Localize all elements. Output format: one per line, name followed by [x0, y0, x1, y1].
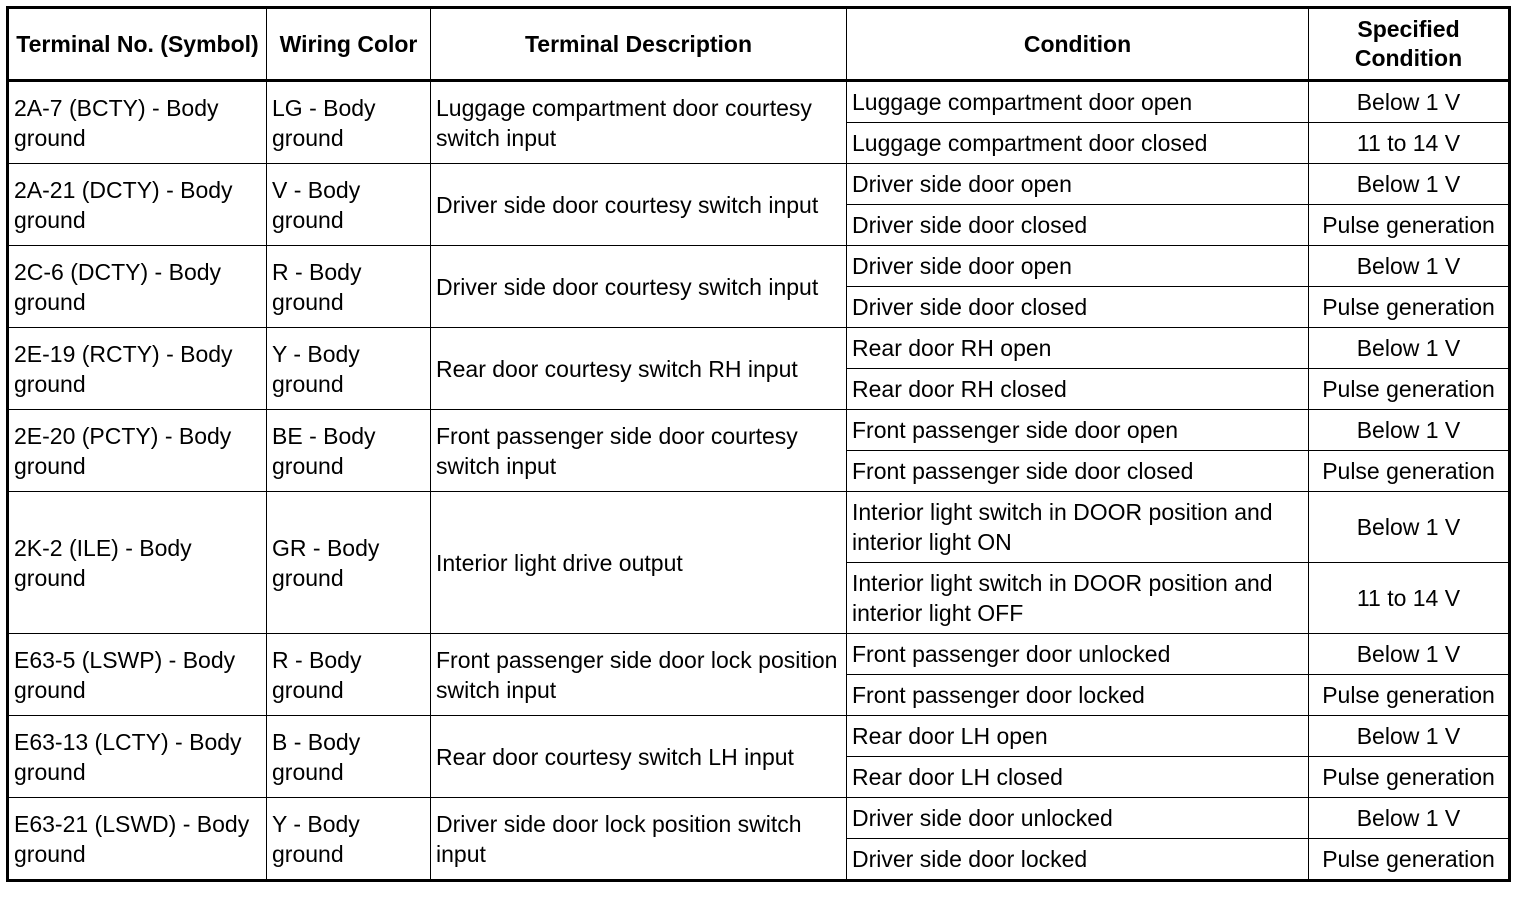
header-terminal: Terminal No. (Symbol)	[8, 8, 267, 81]
terminal-table	[6, 6, 1511, 882]
description-cell: Driver side door lock position switch input	[431, 798, 847, 881]
specified-condition-cell: Pulse generation	[1309, 757, 1510, 798]
condition-cell: Driver side door locked	[847, 839, 1309, 881]
terminal-cell: E63-13 (LCTY) - Body ground	[8, 716, 267, 798]
header-condition: Condition	[847, 8, 1309, 81]
specified-condition-cell: Pulse generation	[1309, 287, 1510, 328]
table-row	[8, 410, 1510, 451]
wiring-color-cell: Y - Body ground	[267, 328, 431, 410]
wiring-color-cell: B - Body ground	[267, 716, 431, 798]
terminal-cell: 2E-19 (RCTY) - Body ground	[8, 328, 267, 410]
condition-cell: Driver side door open	[847, 246, 1309, 287]
condition-cell: Rear door RH closed	[847, 369, 1309, 410]
specified-condition-cell: Pulse generation	[1309, 369, 1510, 410]
condition-cell: Front passenger side door open	[847, 410, 1309, 451]
condition-cell: Interior light switch in DOOR position and interior light ON	[847, 492, 1309, 563]
description-cell: Front passenger side door courtesy switch input	[431, 410, 847, 492]
specified-condition-cell: Below 1 V	[1309, 798, 1510, 839]
specified-condition-cell: Below 1 V	[1309, 716, 1510, 757]
terminal-cell: 2A-7 (BCTY) - Body ground	[8, 81, 267, 164]
table-row	[8, 246, 1510, 287]
wiring-color-cell: GR - Body ground	[267, 492, 431, 634]
specified-condition-cell: Below 1 V	[1309, 81, 1510, 123]
table-row	[8, 164, 1510, 205]
specified-condition-cell: Below 1 V	[1309, 246, 1510, 287]
terminal-cell: 2C-6 (DCTY) - Body ground	[8, 246, 267, 328]
condition-cell: Driver side door closed	[847, 287, 1309, 328]
table-row	[8, 328, 1510, 369]
wiring-color-cell: V - Body ground	[267, 164, 431, 246]
condition-cell: Interior light switch in DOOR position and interior light OFF	[847, 563, 1309, 634]
wiring-color-cell: LG - Body ground	[267, 81, 431, 164]
terminal-cell: 2E-20 (PCTY) - Body ground	[8, 410, 267, 492]
header-description: Terminal Description	[431, 8, 847, 81]
table-row	[8, 716, 1510, 757]
description-cell: Driver side door courtesy switch input	[431, 246, 847, 328]
condition-cell: Front passenger door locked	[847, 675, 1309, 716]
specified-condition-cell: Below 1 V	[1309, 492, 1510, 563]
condition-cell: Rear door RH open	[847, 328, 1309, 369]
condition-cell: Rear door LH open	[847, 716, 1309, 757]
specified-condition-cell: Pulse generation	[1309, 675, 1510, 716]
terminal-cell: E63-5 (LSWP) - Body ground	[8, 634, 267, 716]
wiring-color-cell: R - Body ground	[267, 634, 431, 716]
condition-cell: Driver side door closed	[847, 205, 1309, 246]
header-row	[8, 8, 1510, 81]
specified-condition-cell: Pulse generation	[1309, 839, 1510, 881]
specified-condition-cell: Below 1 V	[1309, 634, 1510, 675]
condition-cell: Driver side door unlocked	[847, 798, 1309, 839]
condition-cell: Luggage compartment door closed	[847, 123, 1309, 164]
terminal-cell: 2A-21 (DCTY) - Body ground	[8, 164, 267, 246]
condition-cell: Luggage compartment door open	[847, 81, 1309, 123]
terminal-cell: E63-21 (LSWD) - Body ground	[8, 798, 267, 881]
description-cell: Front passenger side door lock position switch input	[431, 634, 847, 716]
condition-cell: Driver side door open	[847, 164, 1309, 205]
condition-cell: Rear door LH closed	[847, 757, 1309, 798]
header-wiring-color: Wiring Color	[267, 8, 431, 81]
description-cell: Driver side door courtesy switch input	[431, 164, 847, 246]
specified-condition-cell: Below 1 V	[1309, 164, 1510, 205]
condition-cell: Front passenger side door closed	[847, 451, 1309, 492]
table-row	[8, 81, 1510, 123]
table-row	[8, 798, 1510, 839]
header-specified: Specified Condition	[1309, 8, 1510, 81]
wiring-color-cell: BE - Body ground	[267, 410, 431, 492]
wiring-color-cell: Y - Body ground	[267, 798, 431, 881]
specified-condition-cell: Pulse generation	[1309, 205, 1510, 246]
table-row	[8, 634, 1510, 675]
description-cell: Interior light drive output	[431, 492, 847, 634]
table-body	[8, 81, 1510, 881]
table-row	[8, 492, 1510, 563]
terminal-cell: 2K-2 (ILE) - Body ground	[8, 492, 267, 634]
specified-condition-cell: Pulse generation	[1309, 451, 1510, 492]
description-cell: Rear door courtesy switch RH input	[431, 328, 847, 410]
condition-cell: Front passenger door unlocked	[847, 634, 1309, 675]
description-cell: Rear door courtesy switch LH input	[431, 716, 847, 798]
specified-condition-cell: 11 to 14 V	[1309, 563, 1510, 634]
wiring-color-cell: R - Body ground	[267, 246, 431, 328]
specified-condition-cell: 11 to 14 V	[1309, 123, 1510, 164]
specified-condition-cell: Below 1 V	[1309, 328, 1510, 369]
specified-condition-cell: Below 1 V	[1309, 410, 1510, 451]
description-cell: Luggage compartment door courtesy switch input	[431, 81, 847, 164]
